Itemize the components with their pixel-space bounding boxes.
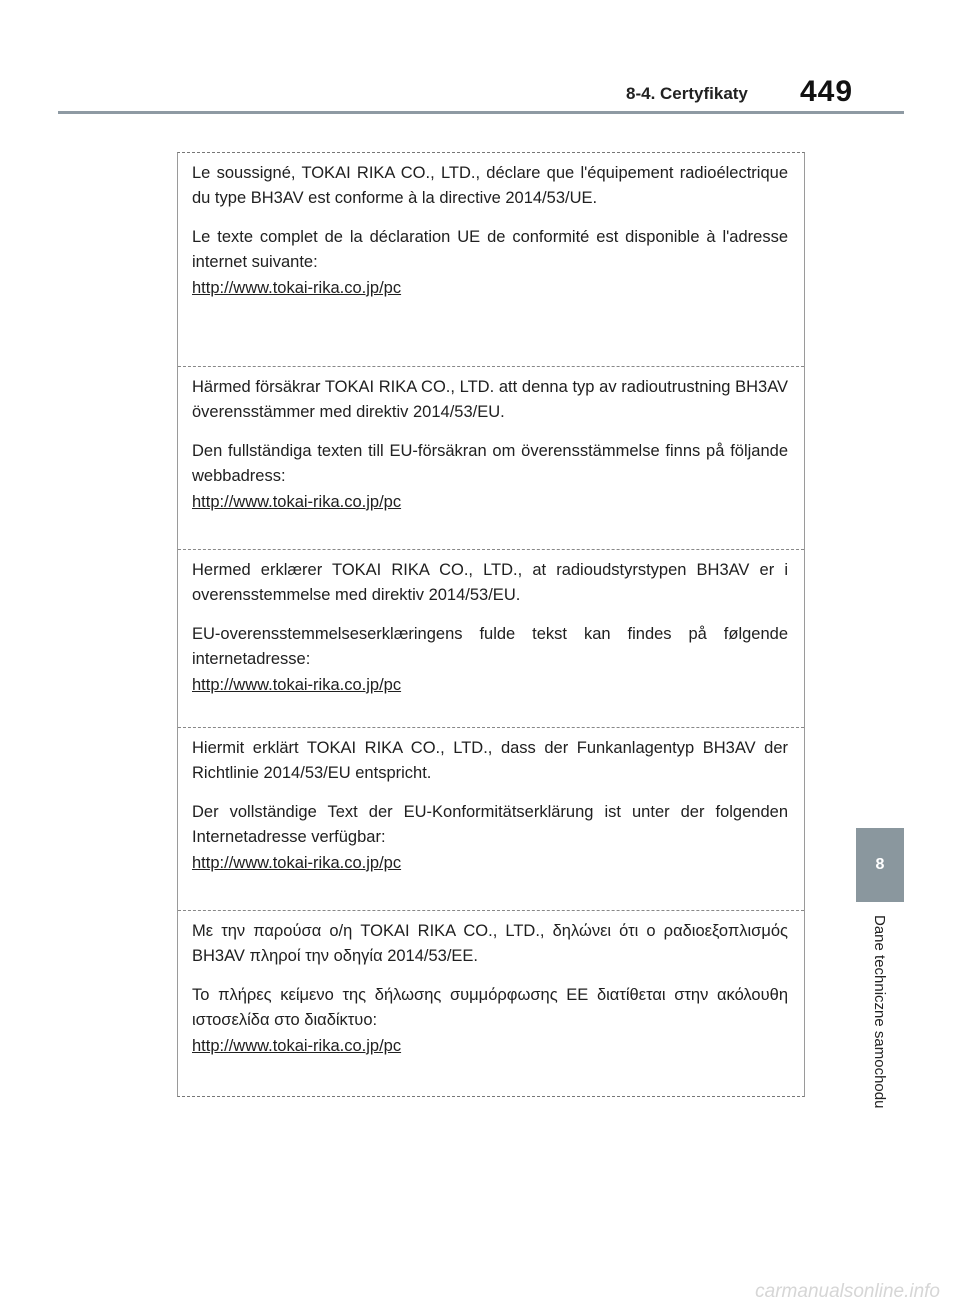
declaration-swedish	[178, 367, 804, 550]
declaration-link[interactable]: http://www.tokai-rika.co.jp/pc	[192, 676, 402, 694]
page-number: 449	[800, 75, 854, 108]
header-divider	[58, 111, 904, 114]
declaration-link[interactable]: http://www.tokai-rika.co.jp/pc	[192, 493, 402, 511]
declaration-link[interactable]: http://www.tokai-rika.co.jp/pc	[192, 1037, 402, 1055]
declaration-link[interactable]: http://www.tokai-rika.co.jp/pc	[192, 854, 402, 872]
declaration-statement: Με την παρούσα ο/η TOKAI RIKA CO., LTD., δηλώνει ότι ο ραδιοεξοπλισμός BH3AV πληροί την οδηγία 2014/53/ΕΕ.	[192, 922, 788, 965]
chapter-label: Dane techniczne samochodu	[871, 915, 888, 1109]
declaration-german	[178, 728, 804, 911]
declaration-statement: Hermed erklærer TOKAI RIKA CO., LTD., at radioudstyrstypen BH3AV er i overensstemmelse med direktiv 2014/53/EU.	[192, 561, 788, 604]
declaration-danish	[178, 550, 804, 728]
declaration-availability: Το πλήρες κείμενο της δήλωσης συμμόρφωσης ΕΕ διατίθεται στην ακόλουθη ιστοσελίδα στο διαδίκτυο:	[192, 986, 788, 1029]
declaration-statement: Hiermit erklärt TOKAI RIKA CO., LTD., dass der Funkanlagentyp BH3AV der Richtlinie 2014/53/EU entspricht.	[192, 739, 788, 782]
declaration-availability: Den fullständiga texten till EU-försäkran om överensstämmelse finns på följande webbadress:	[192, 442, 788, 485]
declaration-box	[177, 152, 805, 1097]
declaration-statement: Härmed försäkrar TOKAI RIKA CO., LTD. att denna typ av radioutrustning BH3AV överensstämmer med direktiv 2014/53/EU.	[192, 378, 788, 421]
declaration-availability: Le texte complet de la déclaration UE de conformité est disponible à l'adresse internet suivante:	[192, 228, 788, 271]
declaration-french	[178, 153, 804, 367]
declaration-availability: EU-overensstemmelseserklæringens fulde tekst kan findes på følgende internetadresse:	[192, 625, 788, 668]
chapter-tab[interactable]: 8	[856, 828, 904, 902]
declaration-statement: Le soussigné, TOKAI RIKA CO., LTD., déclare que l'équipement radioélectrique du type BH3AV est conforme à la directive 2014/53/UE.	[192, 164, 788, 207]
declaration-greek	[178, 911, 804, 1096]
declaration-availability: Der vollständige Text der EU-Konformitätserklärung ist unter der folgenden Internetadresse verfügbar:	[192, 803, 788, 846]
declaration-link[interactable]: http://www.tokai-rika.co.jp/pc	[192, 279, 402, 297]
watermark: carmanualsonline.info	[755, 1281, 940, 1302]
section-title: 8-4. Certyfikaty	[626, 84, 748, 103]
